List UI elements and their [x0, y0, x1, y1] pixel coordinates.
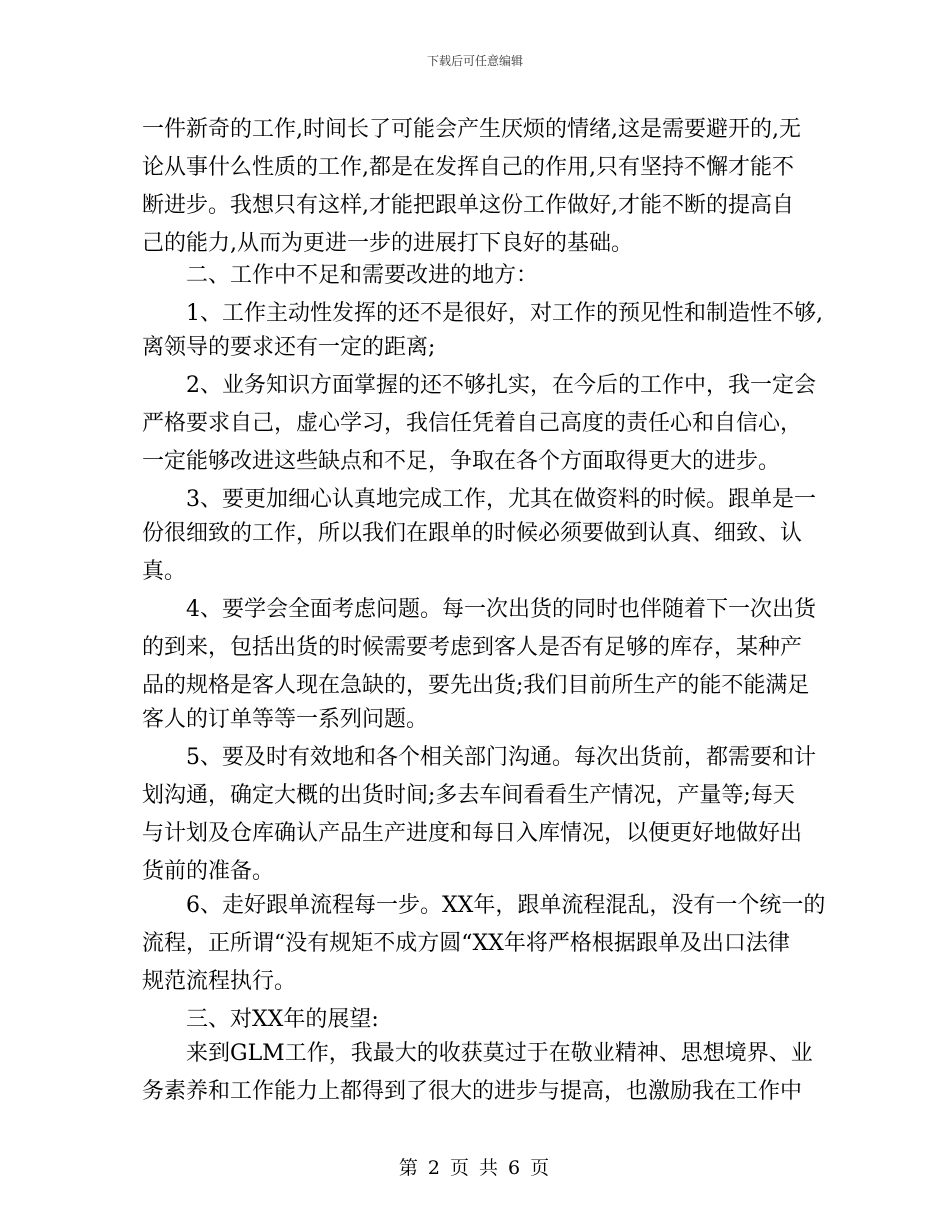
text-line: 划沟通，确定大概的出货时间;多去车间看看生产情况，产量等;每天: [142, 783, 795, 808]
page-number-footer: 第 2 页 共 6 页: [398, 1157, 552, 1179]
text-line: 品的规格是客人现在急缺的，要先出货;我们目前所生产的能不能满足: [142, 673, 810, 698]
text-line: 5、要及时有效地和各个相关部门沟通。每次出货前，都需要和计: [142, 745, 816, 770]
text-line: 规范流程执行。: [142, 969, 297, 994]
text-line: 货前的准备。: [142, 859, 275, 884]
text-line: 与计划及仓库确认产品生产进度和每日入库情况，以便更好地做好出: [142, 821, 803, 846]
text-line: 真。: [142, 559, 187, 584]
text-line: 断进步。我想只有这样,才能把跟单这份工作做好,才能不断的提高自: [142, 193, 794, 218]
text-line: 3、要更加细心认真地完成工作，尤其在做资料的时候。跟单是一: [142, 487, 816, 512]
text-line: 1、工作主动性发挥的还不是很好，对工作的预见性和制造性不够,: [142, 301, 823, 326]
text-line: 一定能够改进这些缺点和不足，争取在各个方面取得更大的进步。: [142, 449, 781, 474]
text-line: 己的能力,从而为更进一步的进展打下良好的基础。: [142, 231, 633, 256]
text-line: 严格要求自己，虚心学习，我信任凭着自己高度的责任心和自信心，: [142, 411, 803, 436]
text-line: 6、走好跟单流程每一步。XX年，跟单流程混乱，没有一个统一的: [142, 893, 826, 918]
text-line: 论从事什么性质的工作,都是在发挥自己的作用,只有坚持不懈才能不: [142, 155, 794, 180]
text-line: 的到来，包括出货的时候需要考虑到客人是否有足够的库存，某种产: [142, 635, 803, 660]
text-line: 客人的订单等等一系列问题。: [142, 707, 429, 732]
text-line: 离领导的要求还有一定的距离;: [142, 335, 436, 360]
page-header-note: 下载后可任意编辑: [426, 54, 523, 68]
text-line: 2、业务知识方面掌握的还不够扎实，在今后的工作中，我一定会: [142, 373, 816, 398]
text-line: 来到GLM工作，我最大的收获莫过于在敬业精神、思想境界、业: [142, 1041, 813, 1066]
text-line: 份很细致的工作，所以我们在跟单的时候必须要做到认真、细致、认: [142, 521, 803, 546]
text-line: 务素养和工作能力上都得到了很大的进步与提高，也激励我在工作中: [142, 1079, 803, 1104]
text-line: 流程，正所谓“没有规矩不成方圆“XX年将严格根据跟单及出口法律: [142, 931, 790, 956]
section-heading: 二、工作中不足和需要改进的地方：: [142, 263, 539, 288]
text-line: 一件新奇的工作,时间长了可能会产生厌烦的情绪,这是需要避开的,无: [142, 117, 801, 142]
text-line: 4、要学会全面考虑问题。每一次出货的同时也伴随着下一次出货: [142, 597, 816, 622]
section-heading: 三、对XX年的展望:: [142, 1007, 379, 1032]
